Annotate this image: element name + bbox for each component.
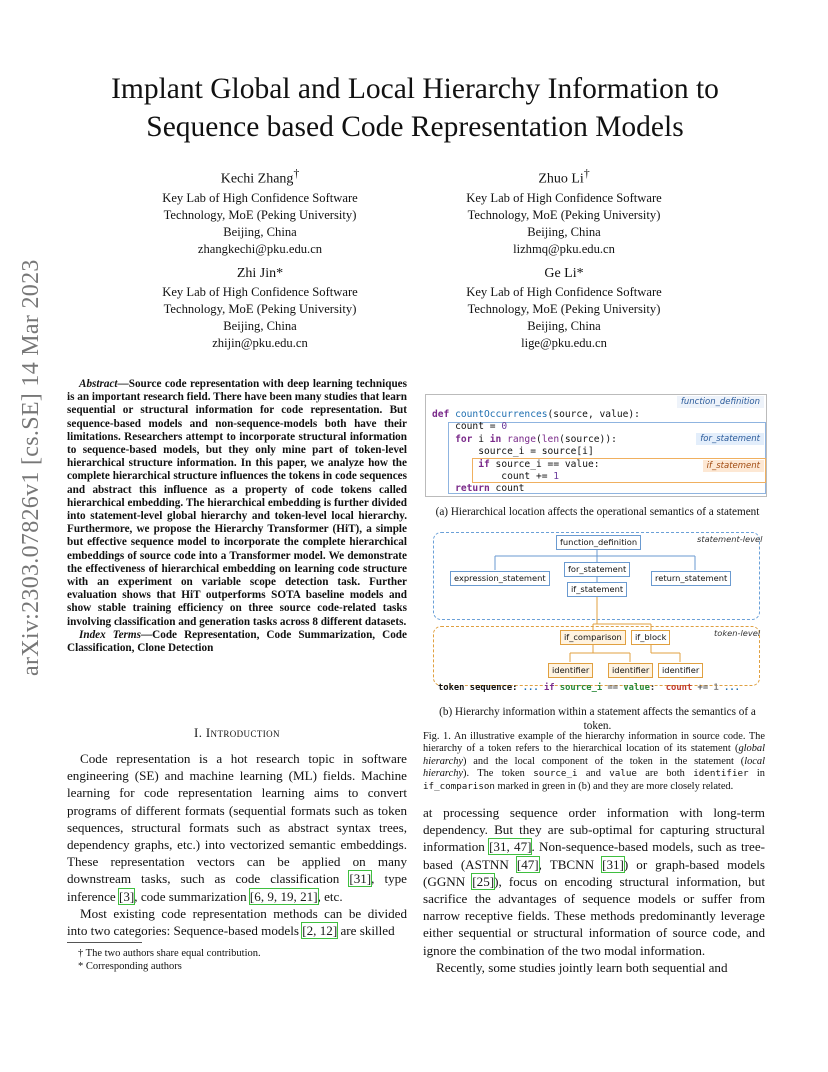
footnote-rule (67, 942, 142, 943)
citation-link[interactable]: [2, 12] (302, 923, 338, 939)
intro-paragraph (67, 750, 407, 905)
author-email[interactable]: zhijin@pku.edu.cn (212, 336, 308, 350)
author-name: Kechi Zhang (220, 171, 294, 187)
text-run: are both (636, 768, 694, 780)
text-run: , type inference (67, 871, 407, 904)
index-terms-text: —Code Representation, Code Summarization, Code Classification, Clone Detection (67, 628, 407, 655)
text-run: in (748, 768, 766, 780)
author-affiliation: Key Lab of High Confidence Software (162, 285, 358, 299)
text-run: Most existing code representation methods can be divided into two categories: Sequence-based models (67, 905, 407, 939)
tree-edges (425, 530, 770, 700)
text-run: ) or graph-based models (GGNN (423, 856, 765, 889)
author-city: Beijing, China (223, 224, 297, 239)
abstract-text: —Source code representation with deep learning techniques is an important research field. There have been many studies that learn sequential or structural information for code representation. But sequence-based models and non-sequence-models both have their limitations. Researchers attempt to incorporate structural information to sequence-based models, but they only mine part of token-level hierarchical structure information. In this paper, we analyze how the complete hierarchical structure influences the tokens in code sequences and abstract this influence as a property of code tokens called hierarchical embedding. The hierarchical embedding is further divided into statement-level global hierarchy and token-level local hierarchy. Furthermore, we propose the Hierarchy Transformer (HiT), a simple but effective sequence model to incorporate the complete hierarchical embeddings of source code into a Transformer model. We demonstrate the effectiveness of hierarchical embedding on learning code structure with an experiment on variable scope detection task. Further evaluation shows that HiT outperforms SOTA baseline models and show stable training efficiency on three source code-related tasks involving classification and generation tasks across 8 different datasets. (67, 378, 407, 628)
author-affiliation: Key Lab of High Confidence Software (162, 190, 358, 205)
node-return-statement: return_statement (651, 571, 731, 586)
text-run: Fig. 1. An illustrative example of the hierarchy information in source code. The hierarchy of a token refers to the hierarchical location of its statement ( (423, 731, 765, 755)
hierarchy-figure (425, 530, 770, 700)
citation-link[interactable]: [31] (349, 871, 372, 887)
token-level-label: token-level (714, 628, 761, 638)
author-affiliation: Technology, MoE (Peking University) (467, 207, 661, 222)
intro-paragraph (67, 905, 407, 939)
author-mark: † (293, 167, 300, 180)
node-identifier-count: identifier (658, 663, 703, 678)
code-token: if_comparison (423, 780, 495, 792)
text-run: , etc. (317, 888, 343, 904)
footnote-corresponding: * Corresponding authors (78, 960, 182, 972)
citation-link[interactable]: [47] (516, 856, 539, 872)
author-name: Zhuo Li (538, 171, 584, 187)
title-line-2: Sequence based Code Representation Models (146, 111, 684, 143)
author-affiliation: Technology, MoE (Peking University) (163, 302, 357, 316)
author-affiliation: Technology, MoE (Peking University) (467, 302, 661, 316)
author-email[interactable]: lige@pku.edu.cn (521, 336, 607, 350)
node-if-comparison: if_comparison (560, 630, 626, 645)
text-run: . Non-sequence-based models, such as tree-based (ASTNN (423, 839, 765, 872)
text-run: ) and the local component of the token in the statement ( (463, 755, 745, 767)
figure-a-caption: (a) Hierarchical location affects the operational semantics of a statement (435, 506, 760, 518)
node-identifier-source-i: identifier (548, 663, 593, 678)
title-line-1: Implant Global and Local Hierarchy Information to (111, 73, 719, 105)
paper-title (40, 70, 790, 146)
author-affiliation: Key Lab of High Confidence Software (466, 190, 662, 205)
author-block-2 (444, 164, 684, 258)
node-identifier-value: identifier (608, 663, 653, 678)
text-run: and (577, 768, 610, 780)
node-function-definition: function_definition (556, 535, 641, 550)
footnote-equal-contribution: † The two authors share equal contribution. (78, 948, 261, 959)
token-sequence-label: token sequence: (438, 683, 518, 693)
citation-link[interactable]: [31] (602, 856, 624, 872)
node-if-statement: if_statement (567, 582, 627, 597)
text-run: ). The token (463, 768, 534, 780)
author-city: Beijing, China (223, 319, 297, 333)
text-run: , code summarization (134, 888, 250, 904)
node-for-statement: for_statement (564, 562, 630, 577)
text-run: local hierarchy (423, 755, 765, 780)
author-affiliation: Key Lab of High Confidence Software (466, 285, 662, 299)
citation-link[interactable]: [6, 9, 19, 21] (249, 888, 318, 904)
author-name: Ge Li (544, 266, 577, 281)
text-run: , TBCNN (538, 856, 603, 872)
text-run: global hierarchy (423, 743, 765, 767)
intro-paragraph: Recently, some studies jointly learn both sequential and (436, 959, 728, 975)
figure-1-caption (423, 731, 765, 793)
tag-if-statement: if_statement (703, 460, 764, 472)
author-mark: * (576, 266, 584, 281)
text-run: are skilled (337, 923, 395, 939)
tag-for-statement: for_statement (696, 433, 764, 445)
intro-paragraph (423, 804, 765, 959)
citation-link[interactable]: [31, 47] (489, 839, 532, 855)
node-expression-statement: expression_statement (450, 571, 550, 586)
code-token: identifier (693, 768, 749, 780)
tag-function-definition: function_definition (677, 396, 764, 408)
section-heading: I. Introduction (194, 726, 280, 740)
node-if-block: if_block (631, 630, 670, 645)
author-city: Beijing, China (527, 224, 601, 239)
code-figure (425, 394, 767, 497)
author-affiliation: Technology, MoE (Peking University) (163, 207, 357, 222)
index-terms-label: Index Terms (79, 628, 141, 641)
intro-right-column (423, 804, 765, 976)
text-run: at processing sequence order information with long-term dependency. But they are sub-optimal for capturing structural information (423, 805, 765, 855)
author-email[interactable]: lizhmq@pku.edu.cn (513, 241, 615, 256)
code-listing: def countOccurrences(source, value): count = 0 for i in range(len(source)): source_i = source[i] if source_i == value: count += 1 return count (432, 409, 640, 495)
token-sequence: token sequence: ... if source_i == value: count += 1 ... (438, 683, 740, 693)
author-block-3 (140, 264, 380, 352)
text-run: marked in green in (b) and they are more closely related. (494, 780, 734, 792)
author-block-4 (444, 264, 684, 352)
author-email[interactable]: zhangkechi@pku.edu.cn (197, 241, 323, 256)
intro-left-column (67, 750, 407, 939)
citation-link[interactable]: [3] (118, 888, 135, 904)
figure-b-caption: (b) Hierarchy information within a statement affects the semantics of a token. (439, 706, 756, 732)
code-token: value (609, 768, 637, 780)
abstract-label: Abstract (79, 378, 118, 390)
author-block-1 (140, 164, 380, 258)
abstract (67, 378, 407, 655)
author-name: Zhi Jin (236, 266, 277, 281)
text-run: ), focus on encoding structural information, but sacrifice the advantages of sequence models or suffer from narrow receptive fields. These methods predominantly leverage either sequential or structural information of source code, and ignore the combination of the two modal information. (423, 873, 765, 958)
footnotes (78, 948, 408, 974)
text-run: Code representation is a hot research topic in software engineering (SE) and machine learning (ML) fields. Machine learning for code representation learning aims to convert programs of different formats (sequential formats such as token sequences, structural formats such as abstract syntax trees, dependency graphs, etc.) into vectorized semantic embeddings. These representation vectors can be applied on many downstream tasks, such as code classification (67, 751, 407, 887)
author-mark: † (583, 167, 590, 180)
statement-level-label: statement-level (697, 534, 763, 544)
arxiv-identifier[interactable]: arXiv:2303.07826v1 [cs.SE] 14 Mar 2023 (18, 259, 44, 676)
author-mark: * (276, 266, 284, 281)
citation-link[interactable]: [25] (472, 873, 495, 889)
code-token: source_i (533, 768, 578, 780)
author-city: Beijing, China (527, 319, 601, 333)
